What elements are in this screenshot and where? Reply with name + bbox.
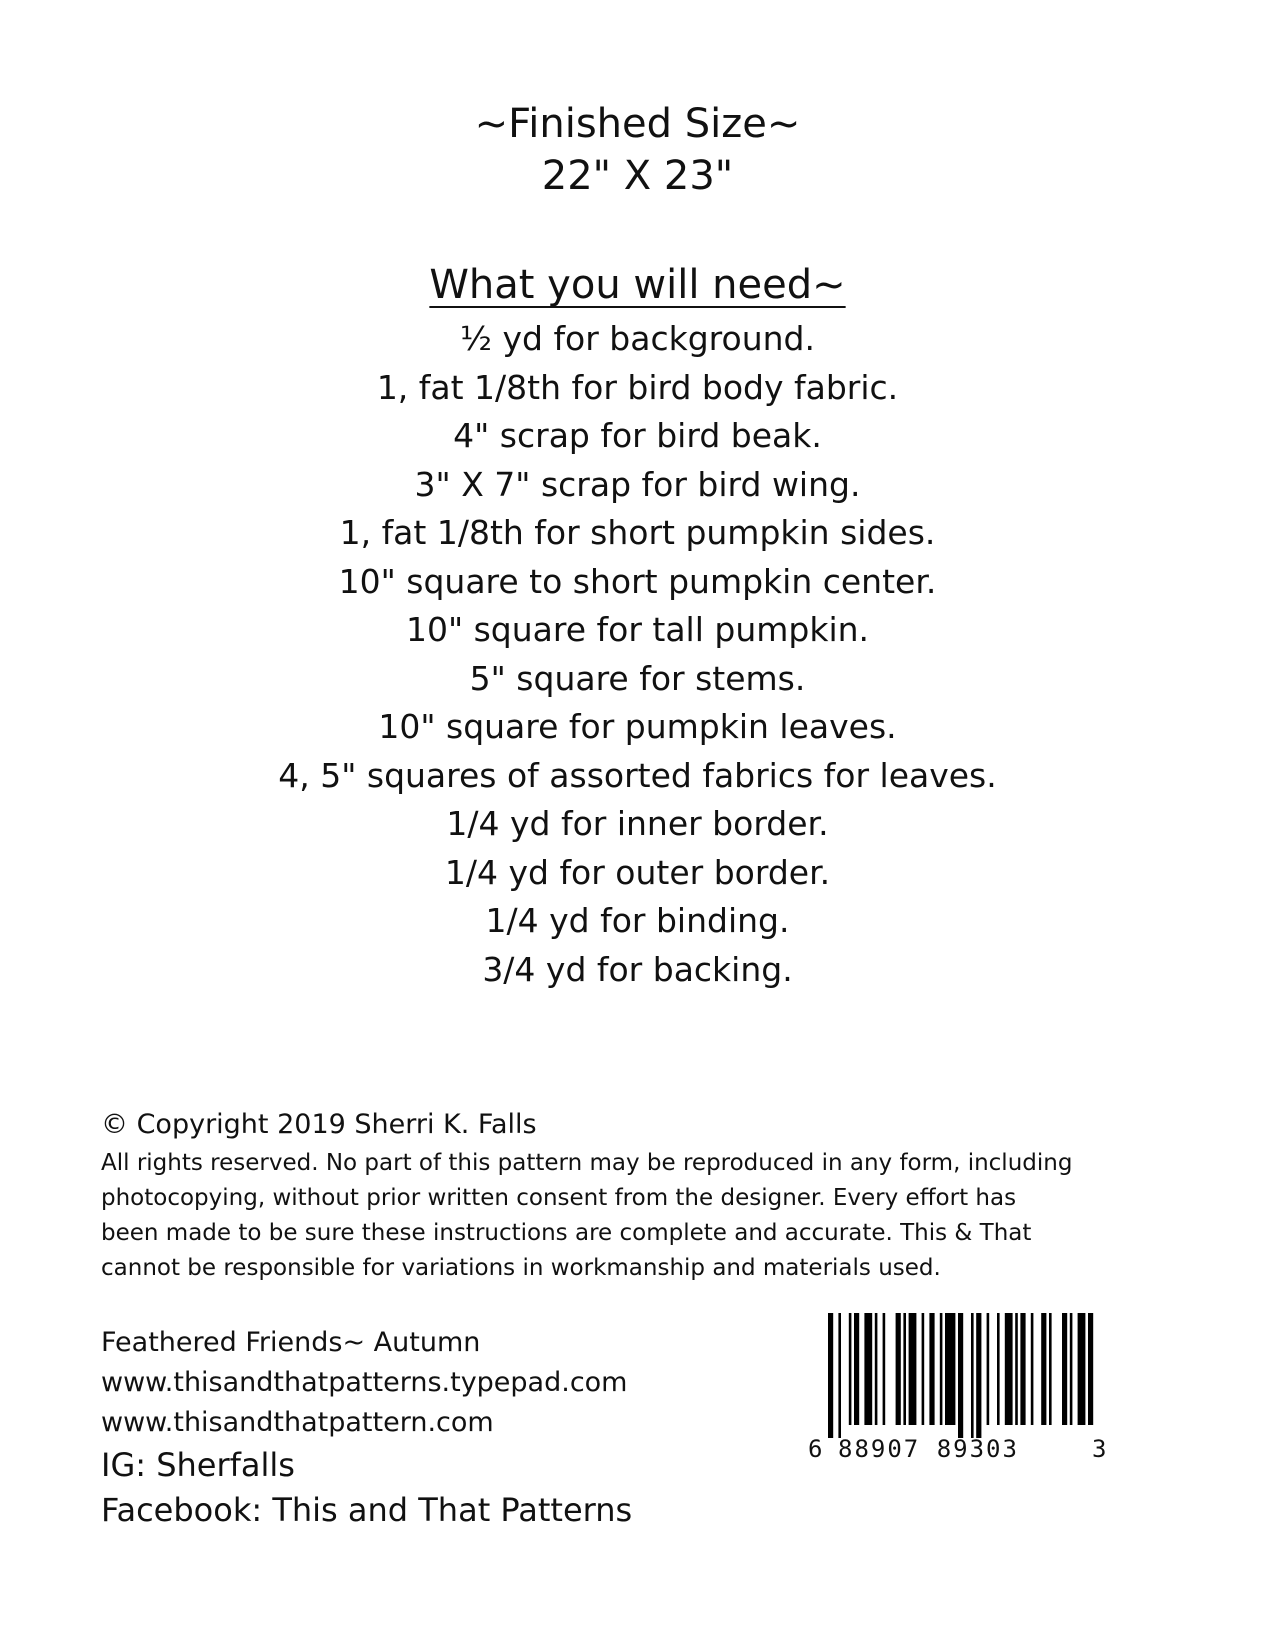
needs-heading-text: What you will need~ — [429, 262, 846, 308]
barcode-bar — [1015, 1313, 1018, 1425]
finished-size-title: ~Finished Size~ — [474, 101, 801, 147]
barcode-bar — [976, 1313, 981, 1438]
rights-notice — [101, 1146, 1201, 1286]
barcode-digits — [808, 1435, 1108, 1465]
material-item: 4" scrap for bird beak. — [453, 416, 822, 455]
material-item: 1/4 yd for inner border. — [446, 804, 829, 843]
needs-heading — [0, 258, 1275, 312]
barcode-digit-group: 88907 89303 — [838, 1435, 1019, 1463]
barcode-bar — [883, 1313, 886, 1425]
barcode-bar — [875, 1313, 878, 1425]
material-item: 5" square for stems. — [469, 658, 806, 698]
barcode-bar — [1041, 1313, 1046, 1425]
material-item: 1, fat 1/8th for short pumpkin sides. — [339, 513, 936, 552]
barcode-bar — [1078, 1313, 1086, 1425]
material-item: 10" square to short pumpkin center. — [338, 561, 937, 601]
material-item: ½ yd for background. — [460, 319, 815, 358]
material-item: 3" X 7" scrap for bird wing. — [414, 464, 861, 504]
material-item: 1, fat 1/8th for bird body fabric. — [376, 367, 899, 407]
facebook-page: Facebook: This and That Patterns — [101, 1491, 633, 1529]
barcode-bar — [1070, 1313, 1073, 1425]
rights-line: All rights reserved. No part of this pattern may be reproduced in any form, including — [101, 1150, 1073, 1176]
barcode-bar — [1031, 1313, 1034, 1425]
barcode-digit-first: 6 — [808, 1435, 823, 1463]
materials-list — [0, 315, 1275, 994]
barcode-bar — [958, 1313, 963, 1438]
barcode-bar — [1088, 1313, 1093, 1425]
material-item: 1/4 yd for binding. — [485, 901, 790, 940]
barcode-bar — [838, 1313, 841, 1438]
barcode-bar — [997, 1313, 1000, 1425]
barcode-bar — [864, 1313, 872, 1425]
rights-line: cannot be responsible for variations in workmanship and materials used. — [101, 1255, 941, 1281]
barcode-bar — [987, 1313, 990, 1425]
copyright-line: © Copyright 2019 Sherri K. Falls — [101, 1109, 537, 1140]
rights-line: been made to be sure these instructions are complete and accurate. This & That — [101, 1220, 1032, 1246]
barcode-bar — [849, 1313, 852, 1425]
pattern-name: Feathered Friends~ Autumn — [101, 1327, 481, 1358]
barcode-bars — [808, 1313, 1108, 1438]
barcode-bar — [940, 1313, 943, 1425]
barcode-bar — [1020, 1313, 1025, 1425]
website-link-main[interactable]: www.thisandthatpattern.com — [101, 1407, 494, 1438]
pattern-info — [101, 1323, 751, 1533]
barcode-bar — [828, 1313, 833, 1438]
barcode-bar — [945, 1313, 955, 1425]
website-link-typepad[interactable]: www.thisandthatpatterns.typepad.com — [101, 1367, 628, 1398]
copyright-section — [101, 1107, 1201, 1286]
material-item: 10" square for tall pumpkin. — [405, 610, 870, 649]
finished-size-dimensions: 22" X 23" — [541, 153, 734, 199]
barcode-digit-last: 3 — [1092, 1435, 1107, 1463]
barcode-bar — [929, 1313, 934, 1425]
barcode-bar — [971, 1313, 974, 1438]
material-item: 4, 5" squares of assorted fabrics for leaves. — [278, 755, 997, 795]
barcode-bar — [909, 1313, 917, 1425]
rights-line: photocopying, without prior written consent from the designer. Every effort has — [101, 1185, 1017, 1211]
barcode-bar — [1005, 1313, 1013, 1425]
barcode-bar — [896, 1313, 901, 1425]
instagram-handle: IG: Sherfalls — [101, 1446, 295, 1484]
material-item: 3/4 yd for backing. — [482, 949, 793, 989]
barcode-bar — [1062, 1313, 1067, 1425]
barcode-bar — [854, 1313, 859, 1425]
material-item: 10" square for pumpkin leaves. — [378, 707, 897, 746]
barcode-bar — [903, 1313, 906, 1425]
barcode-bar — [922, 1313, 925, 1425]
barcode-bar — [1049, 1313, 1052, 1425]
material-item: 1/4 yd for outer border. — [444, 852, 831, 892]
barcode — [808, 1313, 1108, 1483]
